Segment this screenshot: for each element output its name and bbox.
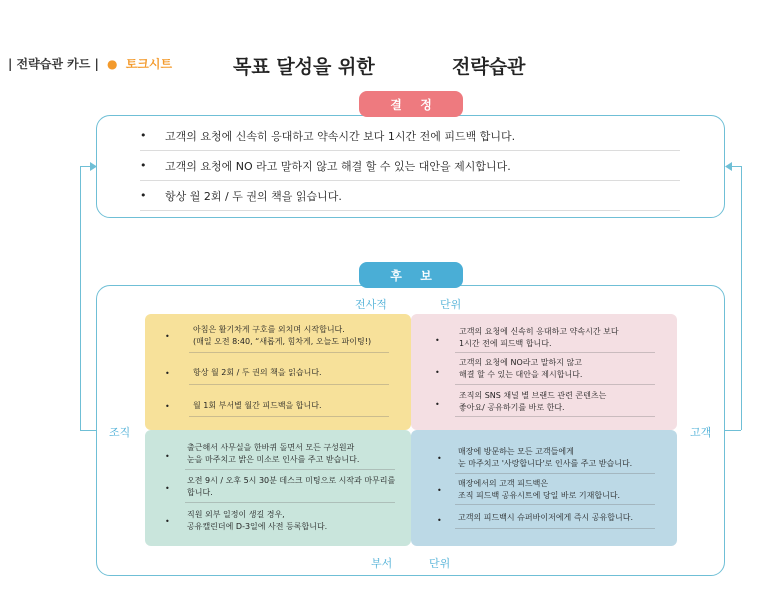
bullet-icon: • (140, 189, 147, 202)
bullet-icon: • (435, 400, 440, 409)
divider (189, 352, 389, 353)
right-connector-line (741, 166, 742, 430)
divider (455, 528, 655, 529)
q-item-line: 월 1회 부서별 월간 피드백을 합니다. (193, 401, 322, 410)
card-label (8, 55, 172, 72)
decision-pill-char: 정 (420, 97, 432, 112)
q-item-line: 1시간 전에 피드백 합니다. (459, 339, 552, 348)
bullet-icon: • (435, 336, 440, 345)
axis-right: 고객 (690, 426, 712, 439)
decision-item-text: 항상 월 2회 / 두 권의 책을 읽습니다. (165, 190, 342, 203)
decision-item-text: 고객의 요청에 NO 라고 말하지 않고 해결 할 수 있는 대안을 제시합니다. (165, 160, 511, 173)
axis-top-right: 단위 (440, 298, 462, 311)
q-item-line: 조직 피드백 공유시트에 당일 바로 기재합니다. (458, 491, 621, 500)
decision-item-text: 고객의 요청에 신속히 응대하고 약속시간 보다 1시간 전에 피드백 합니다. (165, 130, 516, 143)
bullet-icon: • (140, 159, 147, 172)
q-item-line: 눈을 마주치고 밝은 미소로 인사를 주고 받습니다. (187, 455, 360, 464)
bullet-icon: • (437, 454, 442, 463)
q-item-line: 매장에 방문하는 모든 고객들에게 (458, 447, 574, 456)
orange-dot-icon: ● (107, 57, 118, 71)
divider (185, 502, 395, 503)
bullet-icon: • (165, 517, 170, 526)
axis-bottom-left: 부서 (371, 557, 393, 570)
right-connector-bottom (725, 430, 741, 431)
divider (455, 473, 655, 474)
left-connector-line (80, 166, 81, 430)
q-item-line: 좋아요/ 공유하기를 바로 한다. (459, 403, 565, 412)
quadrant-bottom-left (145, 430, 411, 546)
bullet-icon: • (165, 452, 170, 461)
q-item-line: 눈 마주치고 '사랑합니다'로 인사를 주고 받습니다. (458, 459, 633, 468)
list-item (140, 156, 680, 181)
q-item-line: 합니다. (187, 488, 213, 497)
q-item-line: 매장에서의 고객 피드백은 (458, 479, 549, 488)
bullet-icon: • (165, 484, 170, 493)
left-arrow-icon (724, 162, 732, 171)
axis-left: 조직 (109, 426, 131, 439)
divider (189, 416, 389, 417)
quadrant-top-left (145, 314, 411, 430)
bullet-icon: • (435, 368, 440, 377)
q-item-line: 오전 9시 / 오후 5시 30분 데스크 미팅으로 시작과 마무리를 (187, 476, 396, 485)
q-item-line: 공유캘린더에 D-3일에 사전 등록합니다. (187, 522, 328, 531)
bullet-icon: • (165, 332, 170, 341)
q-item-line: 출근해서 사무실을 한바퀴 돌면서 모든 구성원과 (187, 443, 355, 452)
list-item (140, 186, 680, 211)
report-pill-char: 보 (420, 268, 432, 283)
card-label-text: | 전략습관 카드 | (8, 57, 99, 71)
q-item-line: 항상 월 2회 / 두 권의 책을 읽습니다. (193, 368, 322, 377)
left-connector-bottom (80, 430, 96, 431)
divider (455, 384, 655, 385)
page-title-part2: 전략습관 (452, 56, 526, 78)
page-title-part1: 목표 달성을 위한 (233, 56, 375, 78)
decision-list (140, 126, 680, 216)
divider (455, 416, 655, 417)
bullet-icon: • (165, 369, 170, 378)
q-item-line: (매일 오전 8:40, “새롭게, 힘차게, 오늘도 파이팅!) (193, 337, 372, 346)
q-item-line: 아침은 활기차게 구호를 외치며 시작합니다. (193, 325, 345, 334)
report-pill-char: 후 (390, 268, 402, 283)
quadrant-top-right (411, 314, 677, 430)
axis-top-left: 전사적 (355, 298, 387, 311)
decision-pill (359, 91, 463, 117)
divider (189, 384, 389, 385)
list-item (140, 126, 680, 151)
decision-pill-char: 결 (390, 97, 402, 112)
q-item-line: 조직의 SNS 채널 별 브랜드 관련 콘텐츠는 (459, 391, 607, 400)
q-item-line: 고객의 요청에 NO라고 말하지 않고 (459, 358, 582, 367)
quadrant-bottom-right (411, 430, 677, 546)
divider (455, 504, 655, 505)
bullet-icon: • (165, 402, 170, 411)
bullet-icon: • (140, 129, 147, 142)
q-item-line: 고객의 피드백시 슈퍼바이저에게 즉시 공유합니다. (458, 513, 634, 522)
axis-bottom-right: 단위 (429, 557, 451, 570)
card-sub-label: 토크시트 (125, 57, 173, 71)
bullet-icon: • (437, 486, 442, 495)
q-item-line: 해결 할 수 있는 대안을 제시합니다. (459, 370, 583, 379)
bullet-icon: • (437, 516, 442, 525)
divider (185, 469, 395, 470)
q-item-line: 고객의 요청에 신속히 응대하고 약속시간 보다 (459, 327, 619, 336)
divider (455, 352, 655, 353)
q-item-line: 직원 외부 일정이 생길 경우, (187, 510, 285, 519)
report-pill (359, 262, 463, 288)
